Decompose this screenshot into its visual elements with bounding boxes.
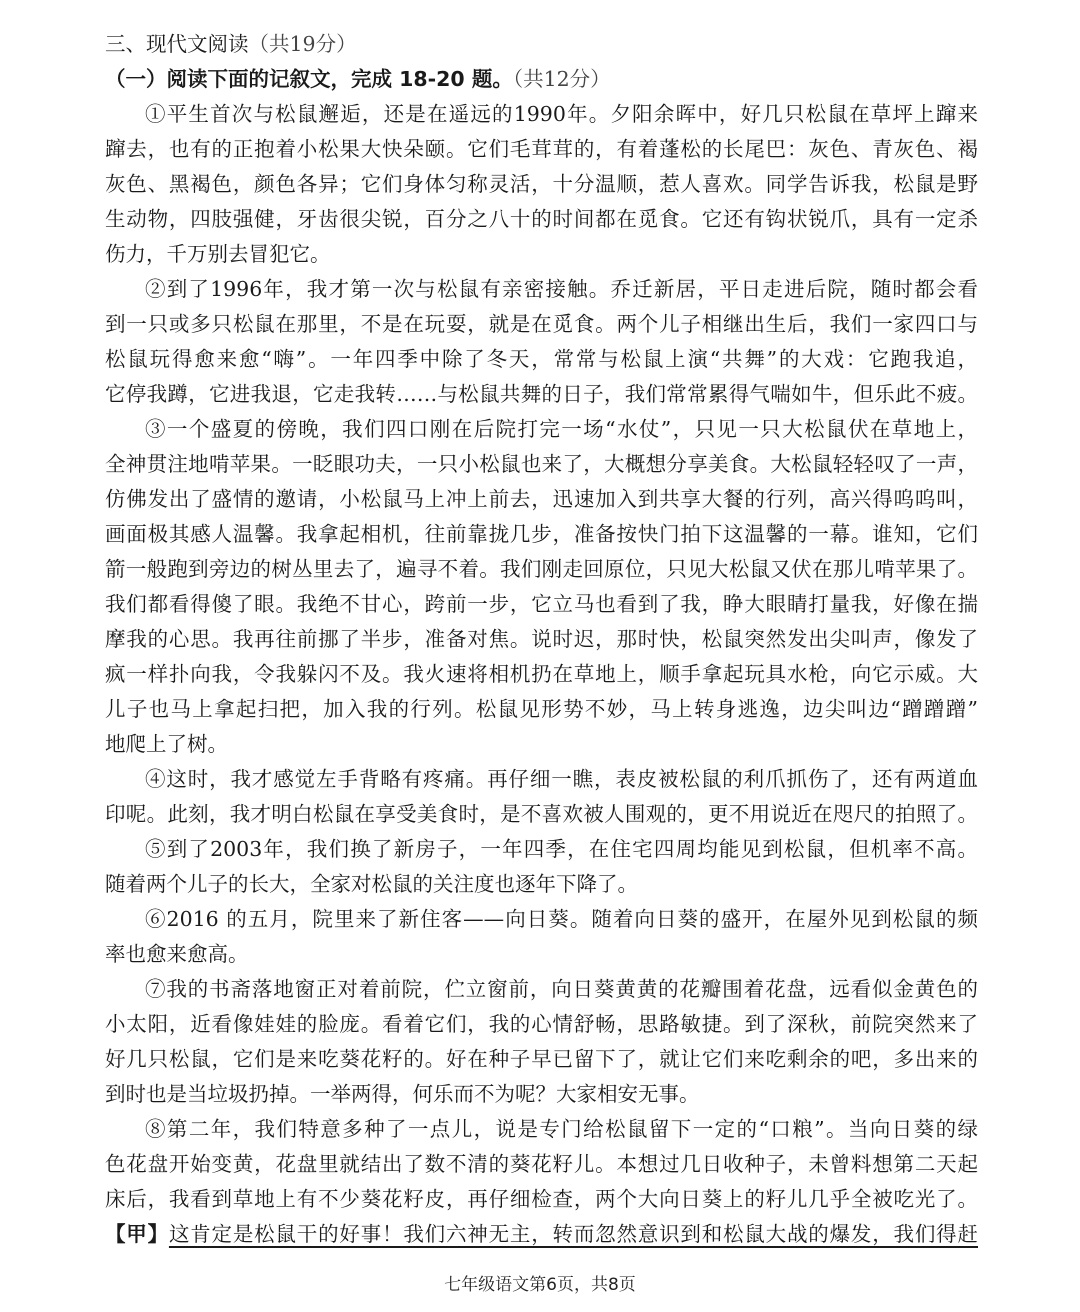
instruction-score: （共12分） <box>512 67 611 91</box>
paragraph-line: 床后，我看到草地上有不少葵花籽皮，再仔细检查，两个大向日葵上的籽儿几乎全被吃光了。 <box>105 1187 978 1211</box>
section-heading <box>105 27 978 62</box>
paragraph-line: ②到了1996年，我才第一次与松鼠有亲密接触。乔迁新居，平日走进后院，随时都会看 <box>145 277 978 301</box>
paragraph-line: 生动物，四肢强健，牙齿很尖锐，百分之八十的时间都在觅食。它还有钩状锐爪，具有一定杀 <box>105 207 978 231</box>
paragraph-line: 地爬上了树。 <box>105 732 228 756</box>
paragraph-5 <box>105 832 978 902</box>
paragraph-line: 小太阳，近看像娃娃的脸庞。看着它们，我的心情舒畅，思路敏捷。到了深秋，前院突然来了 <box>105 1012 978 1036</box>
paragraph-6 <box>105 902 978 972</box>
paragraph-line: 好几只松鼠，它们是来吃葵花籽的。好在种子早已留下了，就让它们来吃剩余的吧，多出来的 <box>105 1047 978 1071</box>
paragraph-line: 我们都看得傻了眼。我绝不甘心，跨前一步，它立马也看到了我，睁大眼睛打量我，好像在揣 <box>105 592 978 616</box>
marked-passage-line <box>105 1217 978 1252</box>
section-title: 三、现代文阅读 <box>105 32 249 56</box>
exam-page <box>105 27 978 1252</box>
paragraph-line: ⑧第二年，我们特意多种了一点儿，说是专门给松鼠留下一定的“口粮”。当向日葵的绿 <box>145 1117 978 1141</box>
paragraph-line: 随着两个儿子的长大，全家对松鼠的关注度也逐年下降了。 <box>105 872 638 896</box>
paragraph-1 <box>105 97 978 272</box>
paragraph-line: 到一只或多只松鼠在那里，不是在玩耍，就是在觅食。两个儿子相继出生后，我们一家四口与 <box>105 312 978 336</box>
section-score: （共19分） <box>248 32 357 56</box>
paragraph-line: 仿佛发出了盛情的邀请，小松鼠马上冲上前去，迅速加入到共享大餐的行列，高兴得呜呜叫， <box>105 487 978 511</box>
paragraph-line: 印呢。此刻，我才明白松鼠在享受美食时，是不喜欢被人围观的，更不用说近在咫尺的拍照了。 <box>105 802 978 826</box>
paragraph-2 <box>105 272 978 412</box>
paragraph-line: 箭一般跑到旁边的树丛里去了，遍寻不着。我们刚走回原位，只见大松鼠又伏在那儿啃苹果了。 <box>105 557 978 581</box>
paragraph-line: 蹿去，也有的正抱着小松果大快朵颐。它们毛茸茸的，有着蓬松的长尾巴：灰色、青灰色、褐 <box>105 137 978 161</box>
paragraph-line: 灰色、黑褐色，颜色各异；它们身体匀称灵活，十分温顺，惹人喜欢。同学告诉我，松鼠是野 <box>105 172 978 196</box>
paragraph-line: 疯一样扑向我，令我躲闪不及。我火速将相机扔在草地上，顺手拿起玩具水枪，向它示威。大 <box>105 662 978 686</box>
paragraph-line: 到时也是当垃圾扔掉。一举两得，何乐而不为呢？大家相安无事。 <box>105 1082 700 1106</box>
paragraph-line: 全神贯注地啃苹果。一眨眼功夫，一只小松鼠也来了，大概想分享美食。大松鼠轻轻叹了一声， <box>105 452 978 476</box>
instruction-text: （一）阅读下面的记叙文，完成 18-20 题。 <box>105 67 513 91</box>
paragraph-line: 儿子也马上拿起扫把，加入我的行列。松鼠见形势不妙，马上转身逃逸，边尖叫边“蹭蹭蹭” <box>105 697 978 721</box>
question-instruction <box>105 62 978 97</box>
paragraph-line: 摩我的心思。我再往前挪了半步，准备对焦。说时迟，那时快，松鼠突然发出尖叫声，像发了 <box>105 627 978 651</box>
paragraph-line: 色花盘开始变黄，花盘里就结出了数不清的葵花籽儿。本想过几日收种子，未曾料想第二天起 <box>105 1152 978 1176</box>
paragraph-line: 它停我蹲，它进我退，它走我转……与松鼠共舞的日子，我们常常累得气喘如牛，但乐此不疲。 <box>105 382 978 406</box>
paragraph-line: 率也愈来愈高。 <box>105 942 249 966</box>
paragraph-7 <box>105 972 978 1112</box>
paragraph-line: ⑥2016 的五月，院里来了新住客——向日葵。随着向日葵的盛开，在屋外见到松鼠的频 <box>145 907 978 931</box>
paragraph-8 <box>105 1112 978 1217</box>
paragraph-line: ④这时，我才感觉左手背略有疼痛。再仔细一瞧，表皮被松鼠的利爪抓伤了，还有两道血 <box>145 767 978 791</box>
marker-jia: 【甲】 <box>105 1222 169 1246</box>
paragraph-line: ⑦我的书斋落地窗正对着前院，伫立窗前，向日葵黄黄的花瓣围着花盘，远看似金黄色的 <box>145 977 978 1001</box>
underlined-sentence: 这肯定是松鼠干的好事！我们六神无主，转而忽然意识到和松鼠大战的爆发，我们得赶 <box>168 1222 978 1246</box>
paragraph-line: 画面极其感人温馨。我拿起相机，往前靠拢几步，准备按快门拍下这温馨的一幕。谁知，它们 <box>105 522 978 546</box>
paragraph-line: ⑤到了2003年，我们换了新房子，一年四季，在住宅四周均能见到松鼠，但机率不高。 <box>145 837 978 861</box>
page-footer: 七年级语文第6页，共8页 <box>444 1275 636 1295</box>
paragraph-3 <box>105 412 978 762</box>
paragraph-line: 松鼠玩得愈来愈“嗨”。一年四季中除了冬天，常常与松鼠上演“共舞”的大戏：它跑我追， <box>105 347 978 371</box>
paragraph-line: ③一个盛夏的傍晚，我们四口刚在后院打完一场“水仗”，只见一只大松鼠伏在草地上， <box>145 417 978 441</box>
paragraph-line: ①平生首次与松鼠邂逅，还是在遥远的1990年。夕阳余晖中，好几只松鼠在草坪上蹿来 <box>145 102 978 126</box>
passage-body <box>105 97 978 1217</box>
paragraph-line: 伤力，千万别去冒犯它。 <box>105 242 331 266</box>
paragraph-4 <box>105 762 978 832</box>
